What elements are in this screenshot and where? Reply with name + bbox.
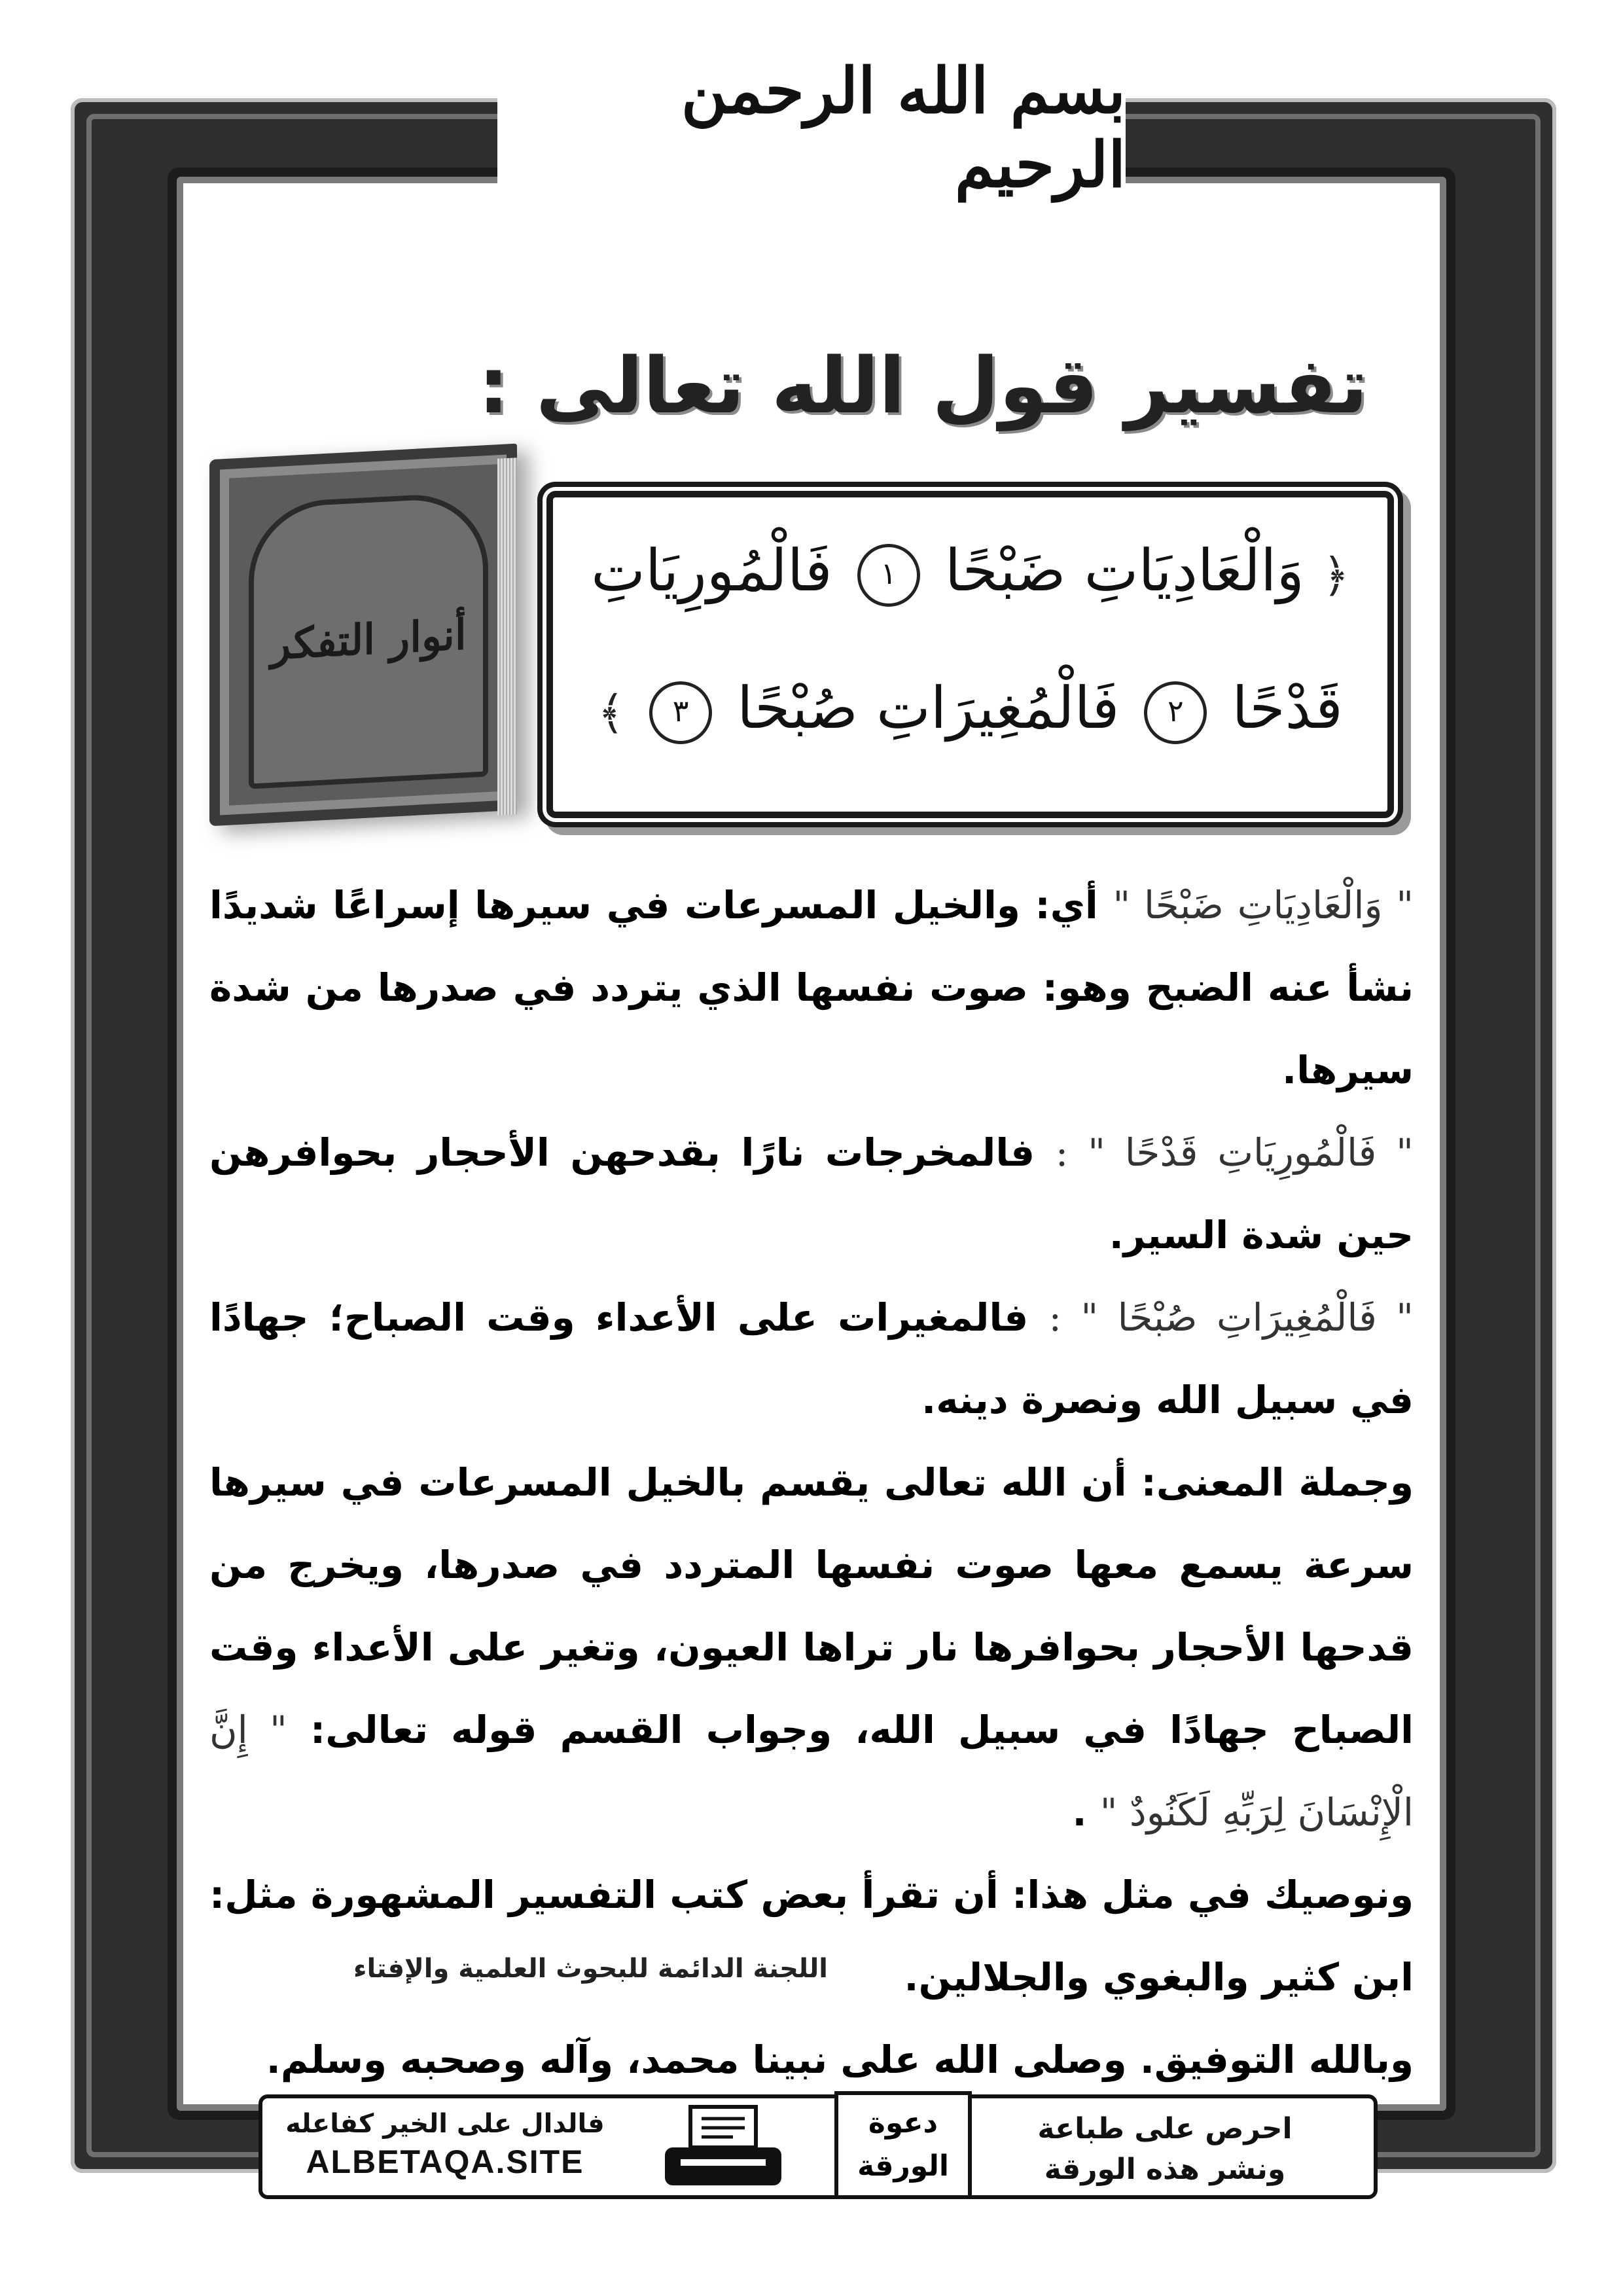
paragraph <box>209 1111 1414 1276</box>
paragraph <box>209 1854 1414 2018</box>
page-title: تفسير قول الله تعالى : <box>478 340 1368 431</box>
verse-text: فَالْمُغِيرَاتِ صُبْحًا <box>737 674 1120 742</box>
quote: " وَالْعَادِيَاتِ ضَبْحًا " <box>1113 883 1414 927</box>
verse-line-2 <box>553 674 1387 744</box>
footer-slogan: فالدال على الخير كفاعله <box>285 2109 605 2139</box>
ayah-number: ٢ <box>1144 681 1207 744</box>
tafsir-body <box>209 864 1414 2101</box>
footer-left <box>275 2109 615 2181</box>
ornament-icon: ﴿ <box>1322 548 1349 603</box>
paragraph-text: أي: والخيل المسرعات في سيرها إسراعًا شديدًا نشأ عنه الضبح وهو: صوت نفسها الذي يتردد في صدرها من شدة سيرها. <box>209 883 1414 1092</box>
dawat-alwaraqa-logo <box>834 2091 972 2199</box>
verse-text: وَالْعَادِيَاتِ ضَبْحًا <box>944 537 1304 604</box>
paragraph <box>209 1441 1414 1854</box>
book-cover-panel <box>249 491 488 789</box>
paragraph <box>209 1276 1414 1441</box>
footer-share-note: ونشر هذه الورقة <box>1044 2153 1286 2186</box>
paragraph-text: وبالله التوفيق. وصلى الله على نبينا محمد، وآله وصحبه وسلم. <box>266 2037 1414 2082</box>
ayah-number: ١ <box>857 544 920 607</box>
footer-right <box>982 2109 1348 2190</box>
paragraph-text: وجملة المعنى: أن الله تعالى يقسم بالخيل المسرعات في سيرها سرعة يسمع معها صوت نفسها المتردد في صدرها، ويخرج من قدحها الأحجار بحوافرها نار تراها العيون، وتغير على الأعداء وقت الصباح جهادًا في سبيل الله، وجواب القسم قوله تعالى: <box>209 1460 1414 1752</box>
basmala-text: بسم الله الرحمن الرحيم <box>681 54 1126 202</box>
basmala-calligraphy <box>497 46 1126 209</box>
paragraph <box>209 864 1414 1111</box>
book-pages <box>497 457 517 816</box>
verse-line-1 <box>553 537 1387 607</box>
printer-icon <box>661 2104 785 2189</box>
book-cover-text: أنوار التفكر <box>270 609 467 670</box>
quote: " إِنَّ الْإِنْسَانَ لِرَبِّهِ لَكَنُودٌ " <box>209 1708 1414 1835</box>
paragraph <box>209 2018 1414 2101</box>
verse-text: قَدْحًا <box>1232 674 1343 742</box>
verse-box <box>546 491 1394 818</box>
verse-text: فَالْمُورِيَاتِ <box>591 537 832 604</box>
signature: اللجنة الدائمة للبحوث العلمية والإفتاء <box>353 1954 828 1984</box>
site-link[interactable]: ALBETAQA.SITE <box>306 2144 584 2180</box>
logo-line-2: الورقة <box>857 2149 949 2183</box>
logo-line-1: دعوة <box>868 2106 938 2140</box>
footer-print-note: احرص على طباعة <box>1037 2112 1293 2145</box>
paragraph-text: فالمخرجات نارًا بقدحهن الأحجار بحوافرهن حين شدة السير. <box>209 1130 1414 1257</box>
quote: " فَالْمُورِيَاتِ قَدْحًا " : <box>1055 1130 1414 1175</box>
paragraph-text: فالمغيرات على الأعداء وقت الصباح؛ جهادًا في سبيل الله ونصرة دينه. <box>209 1295 1414 1422</box>
ornament-icon: ﴾ <box>597 686 625 740</box>
paragraph-end: . <box>1072 1790 1087 1835</box>
ayah-number: ٣ <box>649 681 712 744</box>
quote: " فَالْمُغِيرَاتِ صُبْحًا " : <box>1048 1295 1414 1340</box>
paragraph-text: ونوصيك في مثل هذا: أن تقرأ بعض كتب التفسير المشهورة مثل: ابن كثير والبغوي والجلالين. <box>209 1873 1414 2000</box>
